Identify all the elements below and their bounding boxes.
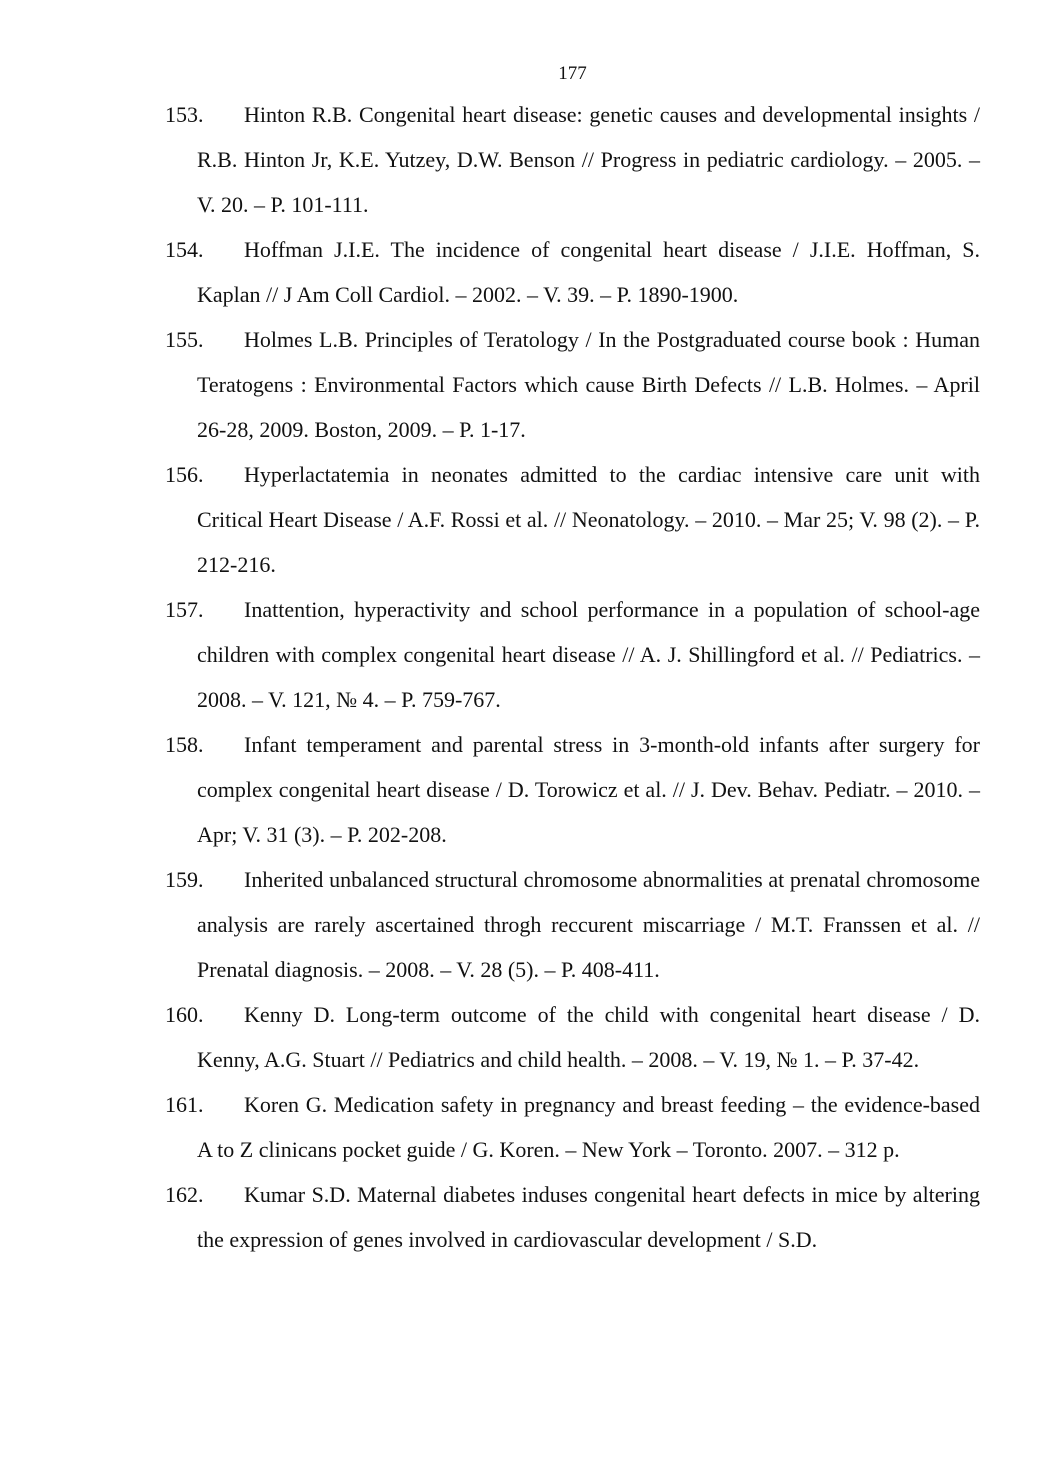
reference-item bbox=[165, 452, 980, 587]
reference-item bbox=[165, 227, 980, 317]
reference-text: Kumar S.D. Maternal diabetes induses congenital heart defects in mice by altering the expression of genes involved in cardiovascular development / S.D. bbox=[197, 1182, 980, 1252]
page-number: 177 bbox=[558, 63, 587, 84]
reference-text: Hoffman J.I.E. The incidence of congenital heart disease / J.I.E. Hoffman, S. Kaplan // J Am Coll Cardiol. – 2002. – V. 39. – P. 1890-1900. bbox=[197, 237, 980, 307]
reference-text: Holmes L.B. Principles of Teratology / In the Postgraduated course book : Human Teratogens : Environmental Factors which cause Birth Defects // L.B. Holmes. – April 26-28, 2009. Boston, 2009. – P. 1-17. bbox=[197, 327, 980, 442]
reference-number: 161. bbox=[165, 1092, 204, 1117]
reference-number: 156. bbox=[165, 462, 204, 487]
reference-number: 155. bbox=[165, 327, 204, 352]
reference-text: Infant temperament and parental stress in 3-month-old infants after surgery for complex congenital heart disease / D. Torowicz et al. // J. Dev. Behav. Pediatr. – 2010. – Apr; V. 31 (3). – P. 202-208. bbox=[197, 732, 980, 847]
reference-item bbox=[165, 992, 980, 1082]
reference-item bbox=[165, 1172, 980, 1262]
reference-text: Hinton R.B. Congenital heart disease: genetic causes and developmental insights / R.B. Hinton Jr, K.E. Yutzey, D.W. Benson // Progress in pediatric cardiology. – 2005. – V. 20. – P. 101-111. bbox=[197, 102, 980, 217]
reference-text: Hyperlactatemia in neonates admitted to the cardiac intensive care unit with Critical Heart Disease / A.F. Rossi et al. // Neonatology. – 2010. – Mar 25; V. 98 (2). – P. 212-216. bbox=[197, 462, 980, 577]
reference-number: 158. bbox=[165, 732, 204, 757]
reference-number: 159. bbox=[165, 867, 204, 892]
reference-text: Koren G. Medication safety in pregnancy and breast feeding – the evidence-based A to Z clinicans pocket guide / G. Koren. – New York – Toronto. 2007. – 312 p. bbox=[197, 1092, 980, 1162]
reference-number: 154. bbox=[165, 237, 204, 262]
reference-item bbox=[165, 722, 980, 857]
reference-text: Kenny D. Long-term outcome of the child with congenital heart disease / D. Kenny, A.G. Stuart // Pediatrics and child health. – 2008. – V. 19, № 1. – P. 37-42. bbox=[197, 1002, 980, 1072]
reference-number: 153. bbox=[165, 102, 204, 127]
reference-item bbox=[165, 1082, 980, 1172]
reference-item bbox=[165, 857, 980, 992]
reference-item bbox=[165, 587, 980, 722]
reference-number: 162. bbox=[165, 1182, 204, 1207]
reference-list bbox=[165, 92, 980, 1262]
reference-text: Inherited unbalanced structural chromosome abnormalities at prenatal chromosome analysis are rarely ascertained throgh reccurent miscarriage / M.T. Franssen et al. // Prenatal diagnosis. – 2008. – V. 28 (5). – P. 408-411. bbox=[197, 867, 980, 982]
reference-number: 157. bbox=[165, 597, 204, 622]
reference-item bbox=[165, 317, 980, 452]
reference-number: 160. bbox=[165, 1002, 204, 1027]
reference-item bbox=[165, 92, 980, 227]
reference-text: Inattention, hyperactivity and school performance in a population of school-age children with complex congenital heart disease // A. J. Shillingford et al. // Pediatrics. – 2008. – V. 121, № 4. – P. 759-767. bbox=[197, 597, 980, 712]
